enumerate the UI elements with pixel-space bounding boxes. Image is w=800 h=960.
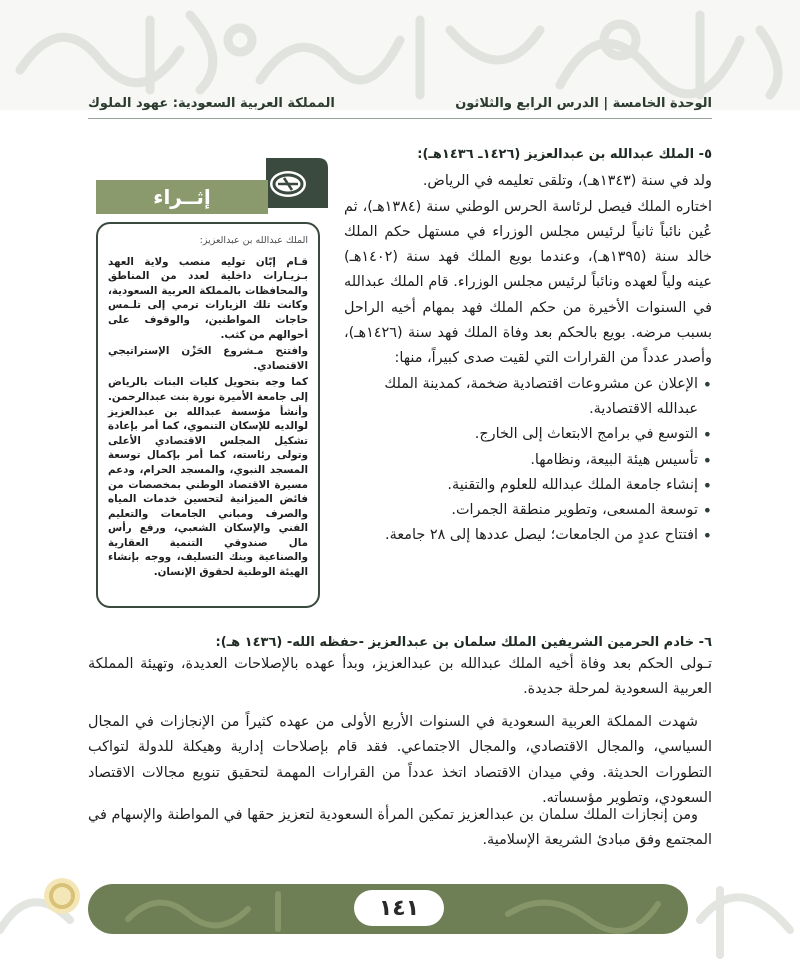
enrichment-paragraph: وافتتح مـشروع الحَزْن الإستراتيجي الاقتصادي. (108, 345, 308, 372)
section-6-achievements (88, 710, 712, 811)
section-5-birth-paragraph: ولد في سنة (١٣٤٣هـ)، وتلقى تعليمه في الرياض. (422, 173, 712, 190)
section-6-title: ٦- خادم الحرمين الشريفين الملك سلمان بن عبدالعزيز -حفظه الله- (١٤٣٦ هـ): (215, 635, 712, 650)
kingdom-title: المملكة العربية السعودية: عهود الملوك (88, 96, 335, 111)
section-6-paragraph-2: شهدت المملكة العربية السعودية في السنوات الأربع الأولى من عهده كثيراً من الإنجازات في المجال السياسي، والمجال الاقتصادي، والمجال الاجتماعي. فقد قام بإصلاحات إدارية وهيكلة للدولة لتواكب التطورات الحديثة. وفي ميدان الاقتصاد اتخذ عدداً من القرارات المهمة لتحقيق تنويع مجالات الاقتصاد السعودي، وتطوير مؤسساته. (88, 714, 712, 806)
header-divider (88, 118, 712, 119)
page-header (88, 96, 712, 118)
list-item: • افتتاح عددٍ من الجامعات؛ ليصل عددها إلى ٢٨ جامعة. (344, 523, 712, 548)
calligraphy-background-top (0, 0, 800, 110)
enrichment-box (96, 222, 320, 608)
enrichment-subtitle: الملك عبدالله بن عبدالعزيز: (199, 235, 308, 246)
section-6-paragraph-3: ومن إنجازات الملك سلمان بن عبدالعزيز تمكين المرأة السعودية لتعزيز حقها في المواطنة والإسهام في المجتمع وفق مبادئ الشريعة الإسلامية. (88, 807, 712, 849)
enrichment-label: إثــراء (96, 180, 268, 214)
decisions-list (344, 372, 712, 549)
page-number: ١٤١ (354, 890, 444, 926)
enrichment-paragraph: قـام إبّان توليه منصب ولاية العهد بـزيـارات داخلية لعدد من المناطق والمحافظات بالمملكة العربية السعودية، وكانت تلك الزيارات ترمي إلى تلـمس حاجات المواطنين، والوقوف على أحوالهم من كثب. (108, 255, 308, 341)
section-6-women (88, 803, 712, 854)
section-6-paragraph-1: تـولى الحكم بعد وفاة أخيه الملك عبدالله بن عبدالعزيز، وبدأ عهده بالإصلاحات العديدة، وتهيئة المملكة العربية السعودية لمرحلة جديدة. (88, 656, 712, 698)
list-item: • التوسع في برامج الابتعاث إلى الخارج. (344, 422, 712, 447)
list-item: • توسعة المسعى، وتطوير منطقة الجمرات. (344, 498, 712, 523)
list-item: • إنشاء جامعة الملك عبدالله للعلوم والتقنية. (344, 473, 712, 498)
section-5-reign-paragraph: اختاره الملك فيصل لرئاسة الحرس الوطني سنة (١٣٨٤هـ)، ثم عُين نائباً ثانياً لرئيس مجلس الوزراء في مستهل حكم الملك خالد سنة (١٣٩٥هـ)، وعندما بويع الملك فهد سنة (١٤٠٢هـ) عينه ولياً لعهده ونائباً لرئيس مجلس الوزراء. قام الملك عبدالله في السنوات الأخيرة من حكم الملك فهد بمهام أخيه الراحل بسبب مرضه. بويع بالحكم بعد وفاة الملك فهد سنة (١٤٢٦هـ)، وأصدر عدداً من القرارات التي لقيت صدى كبيراً، منها: (344, 198, 712, 367)
section-6-intro (88, 652, 712, 703)
section-5-title: ٥- الملك عبدالله بن عبدالعزيز (١٤٢٦ـ ١٤٣٦هـ): (417, 147, 712, 162)
unit-lesson-title: الوحدة الخامسة | الدرس الرابع والثلاثون (455, 96, 712, 111)
list-item: • الإعلان عن مشروعات اقتصادية ضخمة، كمدينة الملك عبدالله الاقتصادية. (344, 372, 712, 423)
side-badge-icon (40, 874, 84, 918)
list-item: • تأسيس هيئة البيعة، ونظامها. (344, 448, 712, 473)
section-king-abdullah (344, 142, 712, 549)
enrichment-paragraph: كما وجه بتحويل كليات البنات بالرياض إلى جامعة الأميرة نورة بنت عبدالرحمن. وأنشأ مؤسسة عبدالله بن عبدالعزيز لوالديه للإسكان التنموي، كما أمر بإعادة تشكيل المجلس الاقتصادي الأعلى وتولى رئاسته، كما أمر بإكمال توسعة المسجد النبوي، والمسجد الحرام، ودعم مسيرة الاقتصاد الوطني بمخصصات من فائض الميزانية لتحسين خدمات المياه والصرف ومباني الجامعات والتعليم الفني والإسكان الشعبي، ورفع رأس مال صندوقي التنمية العقارية والصناعية وبنك التسليف، ووجه بإنشاء الهيئة الوطنية لحقوق الإنسان. (108, 376, 308, 579)
